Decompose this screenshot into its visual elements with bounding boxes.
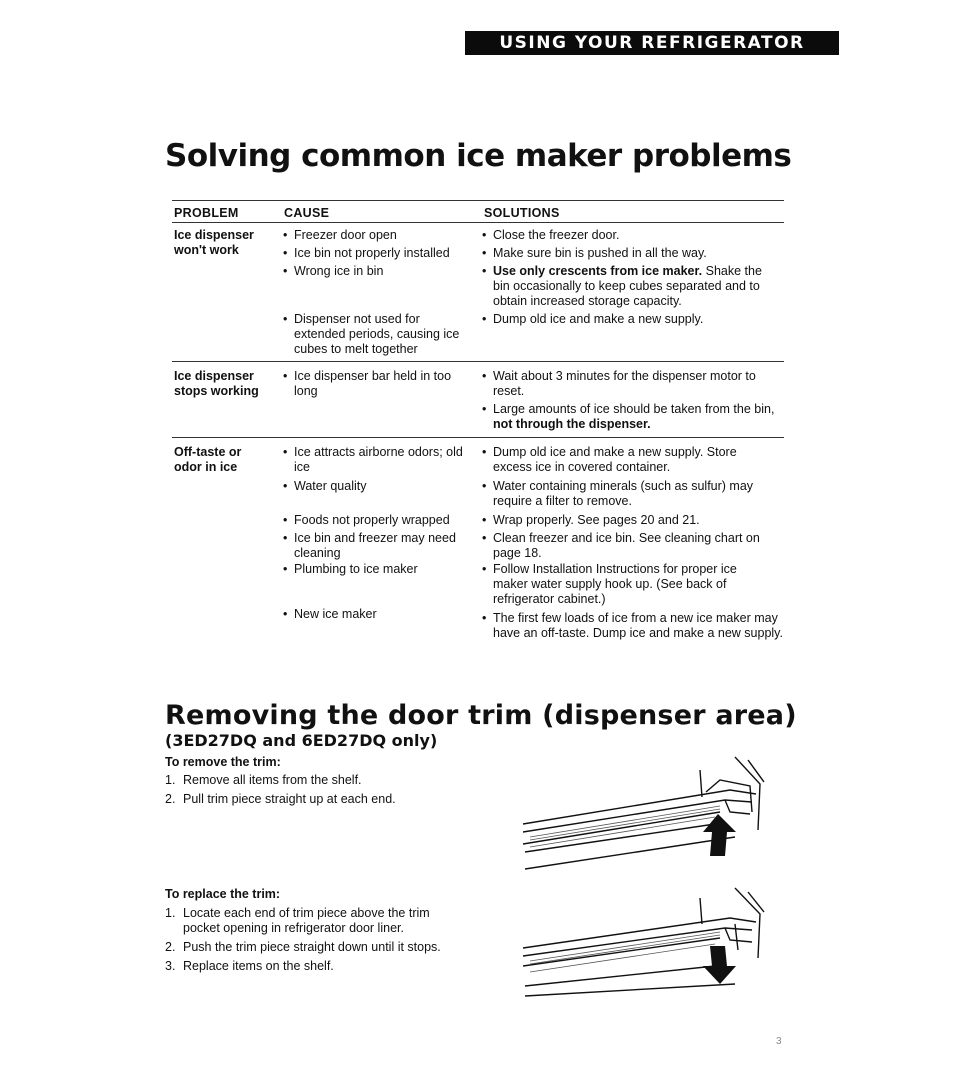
problem-cell [174,228,274,258]
step-item: 3. Replace items on the shelf. [165,959,334,973]
cause-item: • Ice attracts airborne odors; old ice [283,445,472,475]
solution-item: • Dump old ice and make a new supply. [482,312,783,327]
page-title: Solving common ice maker problems [165,138,792,174]
solution-item: • Clean freezer and ice bin. See cleaning chart on page 18. [482,531,783,561]
solution-item: • Wrap properly. See pages 20 and 21. [482,513,783,528]
step-item: 1. Locate each end of trim piece above the trim pocket opening in refrigerator door liner. [165,906,430,935]
row-divider [172,437,784,438]
arrow-down-icon [703,946,736,984]
cause-item: • Freezer door open [283,228,479,243]
solution-item: • Make sure bin is pushed in all the way. [482,246,783,261]
problem-line: Ice dispenser [174,369,254,383]
remove-trim-heading: To remove the trim: [165,755,281,769]
problem-line: Ice dispenser [174,228,254,242]
remove-trim-illustration [520,752,765,874]
column-header-solutions: SOLUTIONS [484,206,560,220]
solution-item: • The first few loads of ice from a new ice maker may have an off-taste. Dump ice and make a new supply. [482,611,783,641]
table-top-rule [172,200,784,201]
cause-item: • Ice bin not properly installed [283,246,479,261]
section-title: Removing the door trim (dispenser area) [165,700,797,731]
step-item: 1. Remove all items from the shelf. [165,773,362,787]
solution-item: • Wait about 3 minutes for the dispenser motor to reset. [482,369,778,399]
replace-trim-heading: To replace the trim: [165,887,281,901]
problem-line: stops working [174,384,259,398]
column-header-cause: CAUSE [284,206,330,220]
remove-trim-steps [165,773,475,811]
solution-item: • Close the freezer door. [482,228,783,243]
solution-item: • Dump old ice and make a new supply. Store excess ice in covered container. [482,445,778,475]
step-item: 2. Pull trim piece straight up at each end. [165,792,396,806]
step-item: 2. Push the trim piece straight down until it stops. [165,940,441,954]
problem-line: won't work [174,243,239,257]
section-banner: USING YOUR REFRIGERATOR [465,31,839,55]
problem-line: odor in ice [174,460,238,474]
page-number: 3 [776,1036,782,1047]
solution-item: • Water containing minerals (such as sulfur) may require a filter to remove. [482,479,783,509]
solution-item: • Follow Installation Instructions for proper ice maker water supply hook up. (See back of refrigerator cabinet.) [482,562,773,607]
row-divider [172,361,784,362]
cause-item: • Wrong ice in bin [283,264,479,279]
replace-trim-steps [165,906,465,978]
cause-item: • New ice maker [283,607,472,622]
header-rule [172,222,784,223]
cause-item: • Foods not properly wrapped [283,513,476,528]
cause-cell [283,369,458,399]
problem-cell [174,369,274,399]
cause-item: • Dispenser not used for extended periods, causing ice cubes to melt together [283,312,469,357]
problem-cell [174,445,274,475]
cause-item: • Ice bin and freezer may need cleaning [283,531,464,561]
replace-trim-illustration [520,886,765,1001]
solution-item: • Large amounts of ice should be taken from the bin, not through the dispenser. [482,402,783,432]
solution-item: • Use only crescents from ice maker. Shake the bin occasionally to keep cubes separated and to obtain increased storage capacity. [482,264,778,309]
cause-item: • Ice dispenser bar held in too long [283,369,459,399]
column-header-problem: PROBLEM [174,206,239,220]
cause-item: • Water quality [283,479,472,494]
section-subtitle: (3ED27DQ and 6ED27DQ only) [165,731,438,750]
problem-line: Off-taste or [174,445,242,459]
arrow-up-icon [703,814,736,856]
cause-item: • Plumbing to ice maker [283,562,472,577]
